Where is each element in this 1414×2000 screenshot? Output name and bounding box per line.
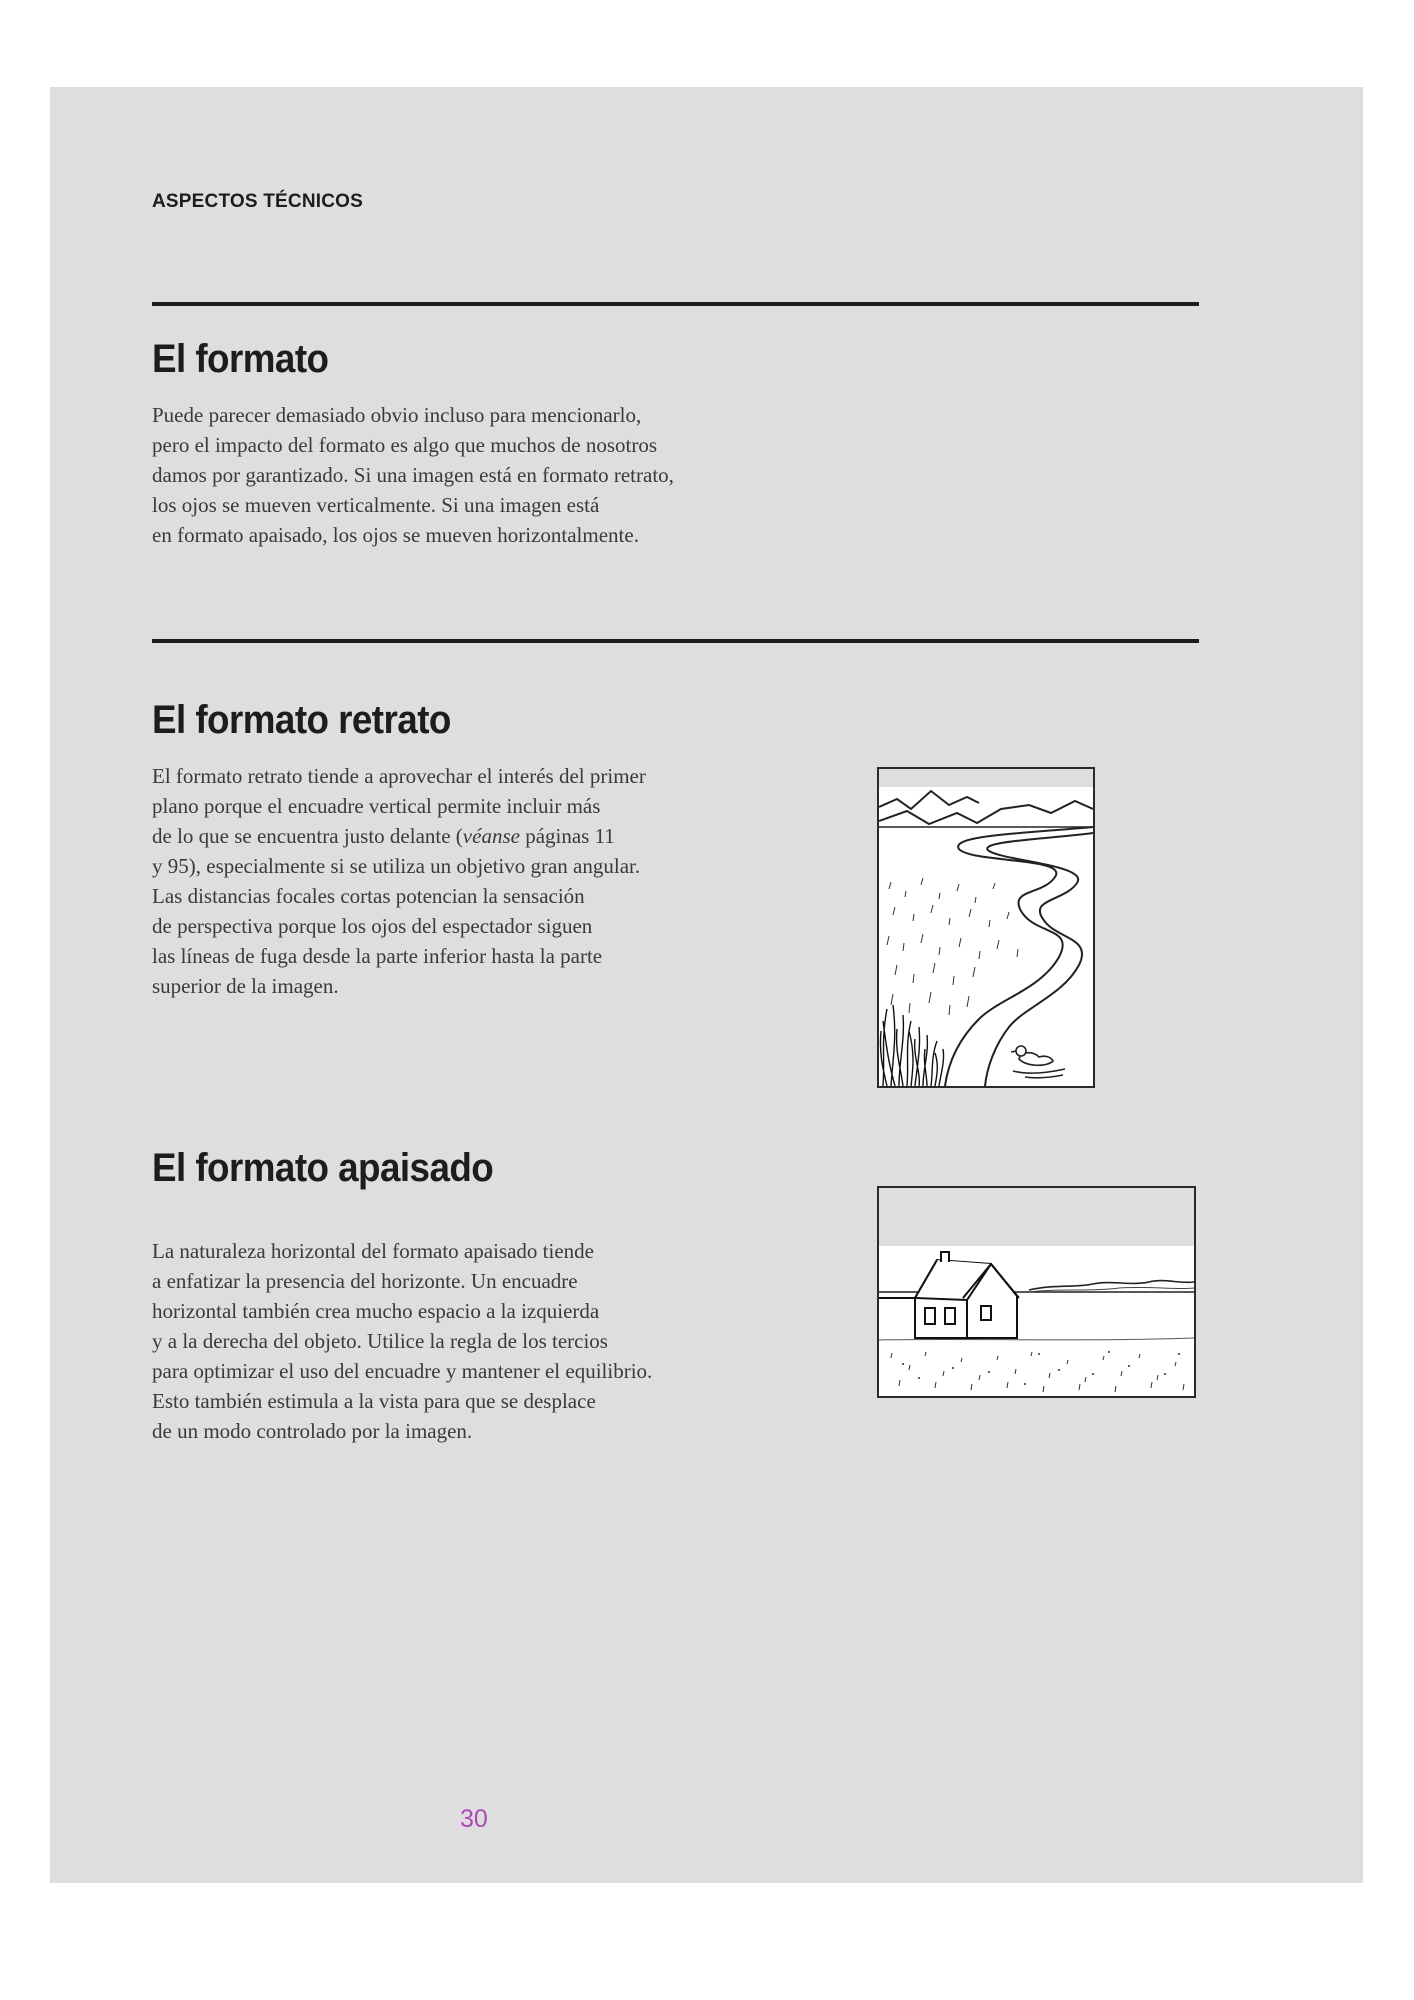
text-line: plano porque el encuadre vertical permite incluir más (152, 794, 601, 818)
text-line: en formato apaisado, los ojos se mueven horizontalmente. (152, 523, 639, 547)
text-line: Puede parecer demasiado obvio incluso para mencionarlo, (152, 403, 642, 427)
field-grass-texture (887, 878, 1018, 1015)
text-line: superior de la imagen. (152, 974, 339, 998)
text-line: Esto también estimula a la vista para que se desplace (152, 1389, 596, 1413)
mountains-right (879, 801, 1093, 824)
text-line: los ojos se mueven verticalmente. Si una imagen está (152, 493, 600, 517)
text-line: horizontal también crea mucho espacio a la izquierda (152, 1299, 600, 1323)
text-line: El formato retrato tiende a aprovechar el interés del primer (152, 764, 646, 788)
sky-band (879, 1188, 1194, 1246)
section-divider (152, 639, 1199, 643)
text-line: para optimizar el uso del encuadre y mantener el equilibrio. (152, 1359, 653, 1383)
text-line: pero el impacto del formato es algo que muchos de nosotros (152, 433, 658, 457)
text-line: Las distancias focales cortas potencian la sensación (152, 884, 585, 908)
heading-el-formato-retrato: El formato retrato (152, 698, 451, 742)
grass-dots (902, 1351, 1180, 1385)
text-line: La naturaleza horizontal del formato apaisado tiende (152, 1239, 594, 1263)
text-line: y a la derecha del objeto. Utilice la regla de los tercios (152, 1329, 608, 1353)
paragraph-el-formato-retrato (152, 761, 646, 1001)
cabin (879, 1252, 1019, 1338)
duck (1011, 1046, 1065, 1078)
paragraph-el-formato (152, 400, 674, 550)
river-bank-right (985, 833, 1093, 1086)
sky-band (879, 769, 1093, 787)
heading-el-formato-apaisado: El formato apaisado (152, 1146, 494, 1190)
mountains-left (879, 791, 979, 809)
foreground-reeds (880, 1005, 943, 1086)
text-line: damos por garantizado. Si una imagen está en formato retrato, (152, 463, 674, 487)
text-line: y 95), especialmente si se utiliza un objetivo gran angular. (152, 854, 641, 878)
heading-el-formato: El formato (152, 337, 329, 381)
running-head: ASPECTOS TÉCNICOS (152, 191, 364, 212)
text-line: de perspectiva porque los ojos del espectador siguen (152, 914, 593, 938)
paragraph-el-formato-apaisado (152, 1236, 652, 1446)
text-line: a enfatizar la presencia del horizonte. Un encuadre (152, 1269, 578, 1293)
section-divider (152, 302, 1199, 306)
landscape-illustration-drawing (879, 1188, 1194, 1396)
portrait-illustration-drawing (879, 769, 1093, 1086)
grass-texture (891, 1352, 1184, 1392)
portrait-landscape-illustration (877, 767, 1095, 1088)
text-line: de lo que se encuentra justo delante (véanse páginas 11 (152, 824, 615, 848)
book-page (50, 87, 1363, 1883)
text-line: las líneas de fuga desde la parte inferior hasta la parte (152, 944, 603, 968)
text-line: de un modo controlado por la imagen. (152, 1419, 473, 1443)
page-number: 30 (460, 1805, 488, 1833)
landscape-cabin-illustration (877, 1186, 1196, 1398)
